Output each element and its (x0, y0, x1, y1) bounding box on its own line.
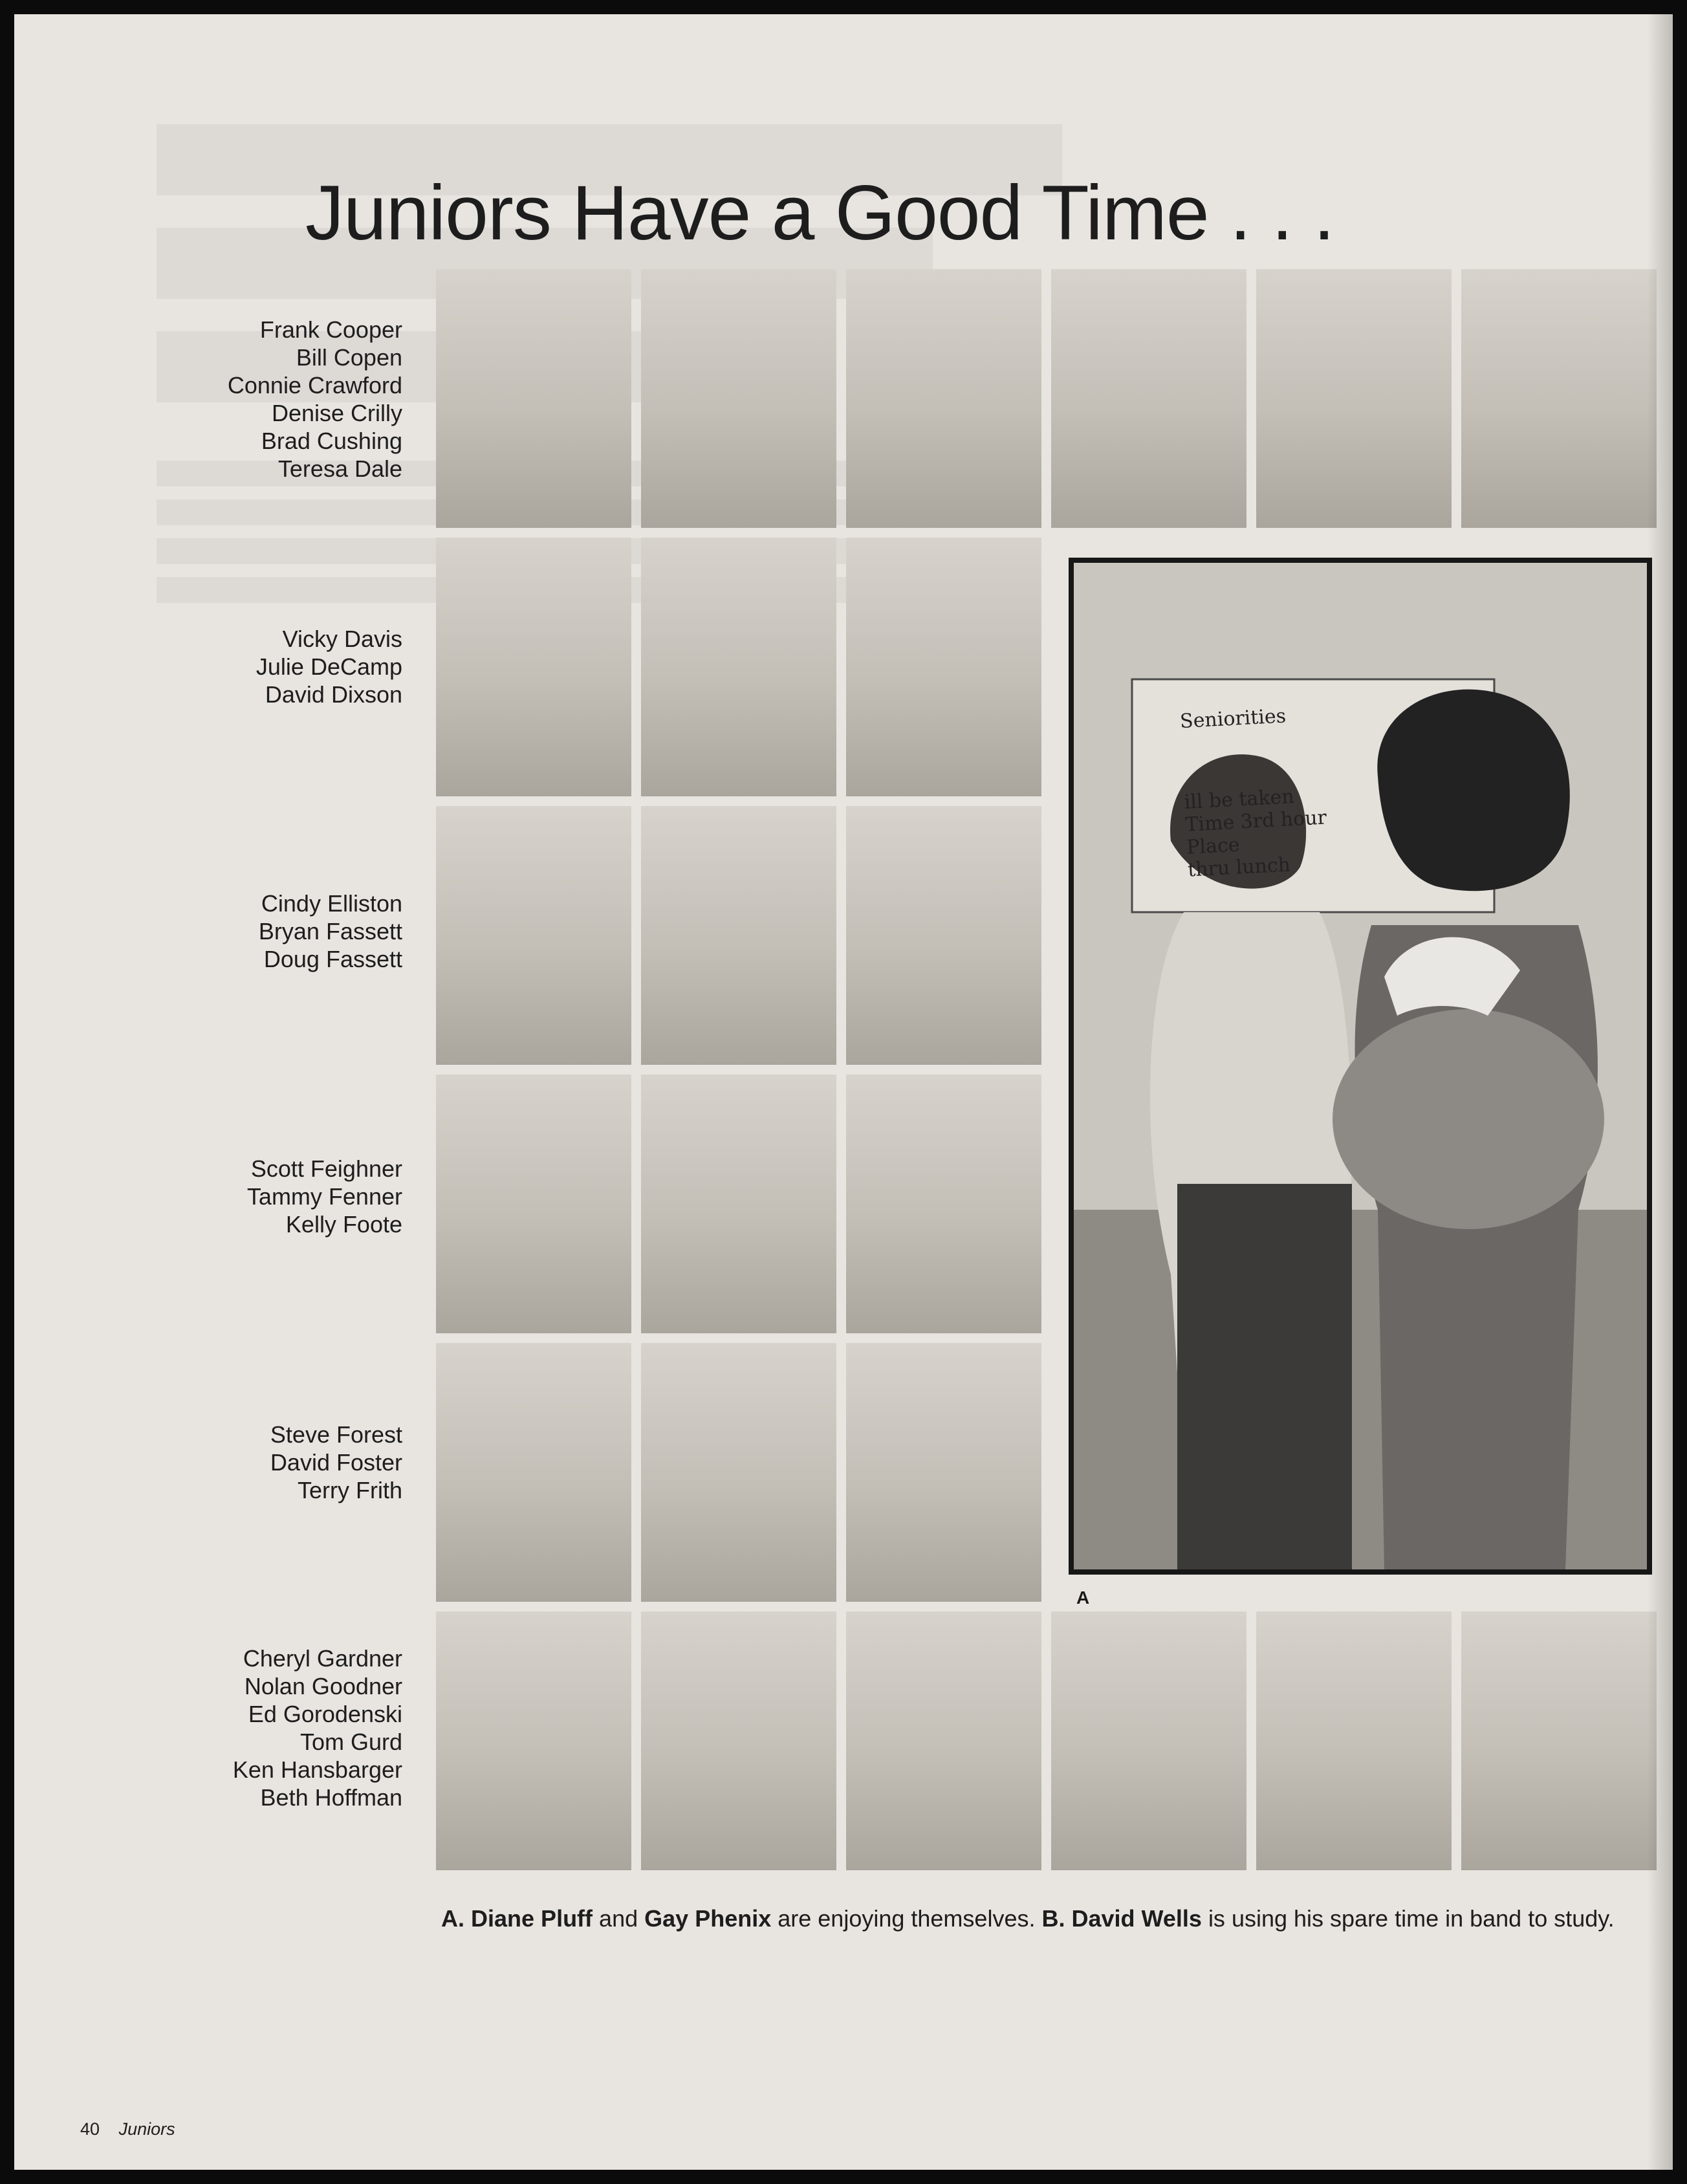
student-name: Denise Crilly (271, 400, 402, 426)
student-portrait (641, 806, 836, 1065)
student-name: Beth Hoffman (260, 1784, 402, 1811)
student-name: Bill Copen (296, 344, 402, 371)
student-name: Julie DeCamp (256, 653, 402, 680)
yearbook-page (14, 14, 1673, 2170)
student-portrait (436, 1611, 631, 1870)
student-portrait (1051, 269, 1246, 528)
student-portrait (436, 806, 631, 1065)
student-name: Frank Cooper (259, 316, 402, 343)
name-list-row-1 (228, 316, 402, 483)
name-list-row-5 (270, 1421, 402, 1504)
student-name: Cindy Elliston (261, 890, 402, 917)
poster-line: ill be taken (1183, 785, 1295, 814)
student-name: Kelly Foote (285, 1211, 402, 1238)
student-name: Scott Feighner (250, 1155, 402, 1182)
student-portrait (1461, 1611, 1657, 1870)
page-number: 40 (80, 2119, 100, 2139)
student-name: David Dixson (265, 681, 402, 708)
caption-label-a: A. (441, 1905, 464, 1932)
student-name: Brad Cushing (261, 428, 402, 454)
student-portrait (641, 1343, 836, 1602)
candid-photo-image (1074, 563, 1647, 1569)
name-list-row-6 (233, 1644, 402, 1811)
name-list-row-4 (247, 1155, 402, 1238)
student-name: Steve Forest (270, 1421, 402, 1448)
poster-line: Seniorities (1179, 704, 1287, 733)
student-portrait (641, 1611, 836, 1870)
student-name: Bryan Fassett (258, 918, 402, 945)
student-name: Cheryl Gardner (243, 1645, 402, 1672)
student-portrait (846, 1343, 1041, 1602)
student-portrait (846, 269, 1041, 528)
name-list-row-3 (259, 890, 402, 973)
student-name: Ken Hansbarger (232, 1756, 402, 1783)
student-portrait (1461, 269, 1657, 528)
student-name: Doug Fassett (263, 946, 402, 972)
student-name: Connie Crawford (227, 372, 402, 399)
poster-line: Time 3rd hour Place (1184, 806, 1327, 859)
candid-photo-a (1069, 558, 1652, 1575)
student-portrait (436, 538, 631, 796)
student-name: Teresa Dale (278, 455, 402, 482)
student-portrait (1051, 1611, 1246, 1870)
student-portrait (641, 269, 836, 528)
name-list-row-2 (256, 625, 402, 708)
student-portrait (436, 1075, 631, 1333)
poster-text (1179, 700, 1382, 881)
student-name: David Foster (270, 1449, 402, 1476)
student-portrait (641, 538, 836, 796)
student-portrait (846, 538, 1041, 796)
poster-line: thru lunch (1187, 853, 1291, 882)
caption-name: David Wells (1071, 1905, 1202, 1932)
student-name: Nolan Goodner (244, 1673, 402, 1699)
page-title: Juniors Have a Good Time . . . (305, 169, 1334, 256)
caption-name: Gay Phenix (644, 1905, 772, 1932)
student-name: Vicky Davis (282, 626, 402, 652)
page-folio (80, 2119, 175, 2139)
student-portrait (641, 1075, 836, 1333)
section-name: Juniors (118, 2119, 175, 2139)
student-portrait (846, 1075, 1041, 1333)
caption-text: is using his spare time in band to study. (1208, 1905, 1615, 1932)
student-portrait (1256, 1611, 1452, 1870)
student-portrait (436, 1343, 631, 1602)
caption-name: Diane Pluff (471, 1905, 593, 1932)
student-name: Tammy Fenner (246, 1183, 402, 1210)
caption-text: are enjoying themselves. (778, 1905, 1036, 1932)
student-portrait (1256, 269, 1452, 528)
student-portrait (846, 806, 1041, 1065)
caption-text: and (599, 1905, 638, 1932)
student-portrait (846, 1611, 1041, 1870)
photo-label-a: A (1076, 1588, 1090, 1608)
student-portrait (436, 269, 631, 528)
caption-label-b: B. (1041, 1905, 1065, 1932)
student-name: Terry Frith (298, 1477, 402, 1503)
student-name: Tom Gurd (299, 1729, 402, 1755)
photo-caption (441, 1905, 1657, 1933)
student-name: Ed Gorodenski (248, 1701, 402, 1727)
